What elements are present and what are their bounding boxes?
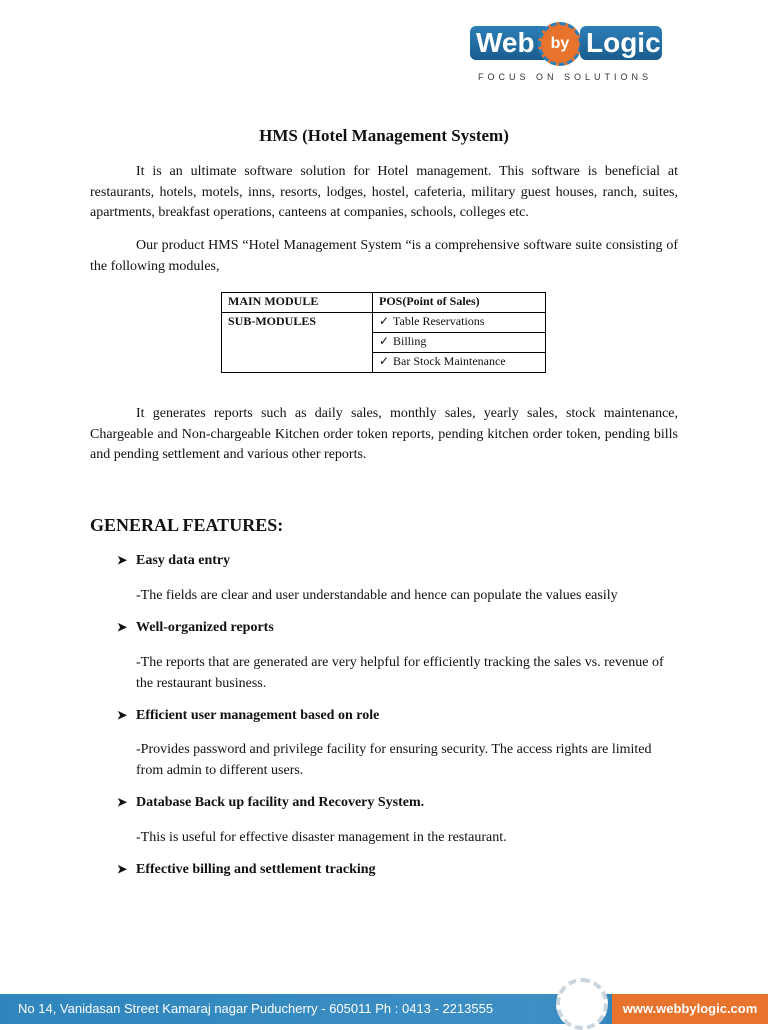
feature-title-text: Database Back up facility and Recovery System. <box>136 795 425 810</box>
checkmark-icon: ✓ <box>379 314 390 328</box>
feature-title-text: Efficient user management based on role <box>136 708 380 723</box>
logo-word-logic: Logic <box>580 26 662 60</box>
arrow-bullet-icon: ➤ <box>117 553 128 567</box>
feature-description: -Provides password and privilege facility for ensuring security. The access rights are limited from admin to different users. <box>136 742 652 778</box>
feature-title <box>117 708 379 724</box>
product-text: Our product HMS “Hotel Management System “is a comprehensive software suite consisting of the following modules, <box>90 238 678 274</box>
main-module-label: MAIN MODULE <box>222 293 373 313</box>
feature-title-text: Easy data entry <box>136 553 231 568</box>
feature-description: -This is useful for effective disaster management in the restaurant. <box>136 830 507 845</box>
feature-title <box>117 553 230 569</box>
checkmark-icon: ✓ <box>379 334 390 348</box>
sub-module-item <box>373 333 546 353</box>
intro-paragraph <box>90 162 678 224</box>
feature-title <box>117 795 424 811</box>
logo-gear-icon: by <box>538 22 582 66</box>
table-row <box>222 293 546 313</box>
sub-modules-label: SUB-MODULES <box>222 313 373 373</box>
table-row <box>222 313 546 333</box>
feature-title-text: Well-organized reports <box>136 620 274 635</box>
page-footer <box>0 994 768 1024</box>
feature-description: -The reports that are generated are very helpful for efficiently tracking the sales vs. revenue of the restaurant business. <box>136 655 664 691</box>
sub-module-item <box>373 353 546 373</box>
logo-wordmark <box>470 22 660 66</box>
feature-title <box>117 862 376 878</box>
checkmark-icon: ✓ <box>379 354 390 368</box>
arrow-bullet-icon: ➤ <box>117 862 128 876</box>
logo-word-web: Web <box>470 26 550 60</box>
document-title: HMS (Hotel Management System) <box>259 126 509 145</box>
main-module-value: POS(Point of Sales) <box>373 293 546 313</box>
module-table <box>221 292 546 373</box>
footer-address: No 14, Vanidasan Street Kamaraj nagar Puducherry - 605011 Ph : 0413 - 2213555 <box>18 1001 494 1016</box>
logo-tagline: FOCUS ON SOLUTIONS <box>477 72 652 82</box>
sub-module-label: Table Reservations <box>393 314 485 328</box>
arrow-bullet-icon: ➤ <box>117 708 128 722</box>
sub-module-label: Billing <box>393 334 427 348</box>
arrow-bullet-icon: ➤ <box>117 795 128 809</box>
intro-text: It is an ultimate software solution for Hotel management. This software is beneficial at restaurants, hotels, motels, inns, resorts, lodges, hostel, cafeteria, military guest houses, ranch, suites, apartments, breakfast operations, canteens at companies, schools, colleges etc. <box>90 164 678 220</box>
reports-text: It generates reports such as daily sales, monthly sales, yearly sales, stock maintenance, Chargeable and Non-chargeable Kitchen order token reports, pending kitchen order token, pending bills and pending settlement and various other reports. <box>90 406 678 462</box>
feature-title <box>117 620 274 636</box>
gear-icon <box>556 978 608 1030</box>
feature-title-text: Effective billing and settlement tracking <box>136 862 376 877</box>
feature-description: -The fields are clear and user understandable and hence can populate the values easily <box>136 588 618 603</box>
section-heading: GENERAL FEATURES: <box>90 515 284 535</box>
arrow-bullet-icon: ➤ <box>117 620 128 634</box>
product-paragraph <box>90 236 678 277</box>
footer-website-link[interactable]: www.webbylogic.com <box>612 994 768 1024</box>
sub-module-item <box>373 313 546 333</box>
company-logo <box>470 22 660 88</box>
reports-paragraph <box>90 404 678 466</box>
sub-module-label: Bar Stock Maintenance <box>393 354 506 368</box>
